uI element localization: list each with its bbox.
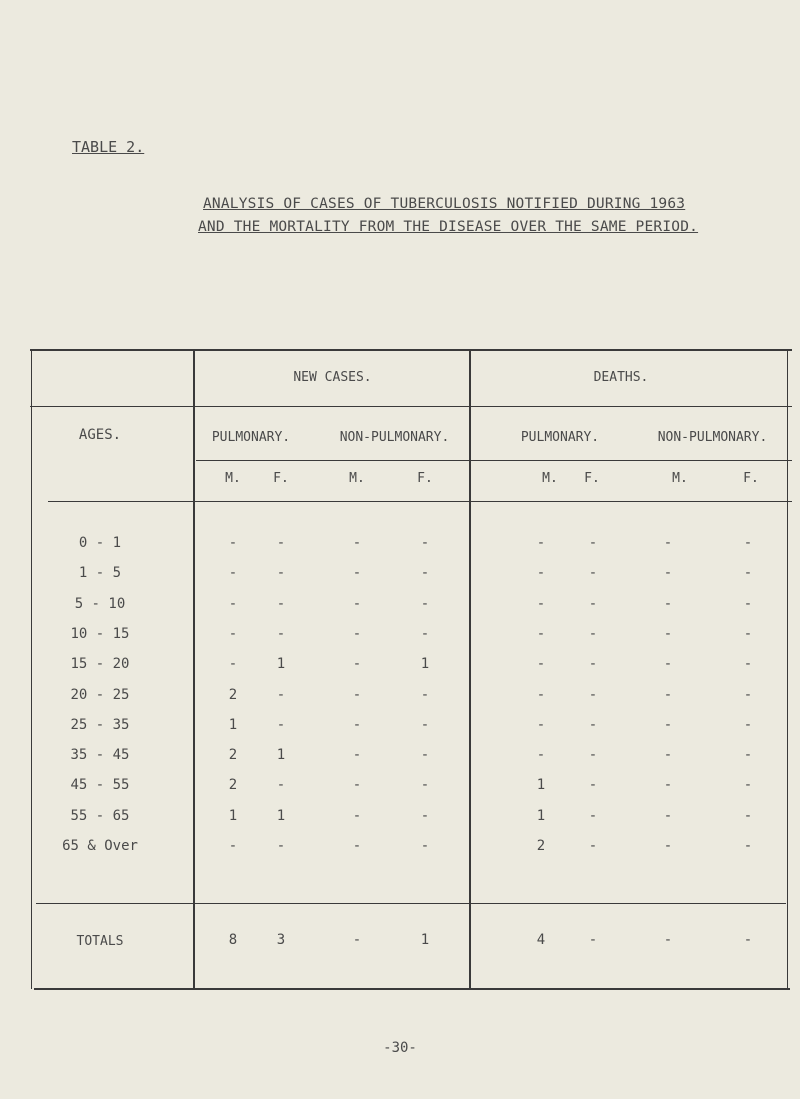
table-cell: - — [420, 535, 430, 551]
rule-right — [787, 349, 788, 989]
table-cell: - — [352, 687, 362, 703]
table-cell: - — [743, 596, 753, 612]
table-cell: - — [743, 565, 753, 581]
table-cell: - — [276, 626, 286, 642]
table-cell: - — [536, 596, 546, 612]
table-cell: 1 — [276, 808, 286, 824]
table-cell: - — [420, 626, 430, 642]
table-cell: - — [743, 535, 753, 551]
table-cell: - — [743, 717, 753, 733]
header-m: M. — [225, 471, 241, 486]
table-cell: 1 — [420, 656, 430, 672]
table-cell: - — [536, 565, 546, 581]
age-group-label: 45 - 55 — [70, 777, 130, 793]
table-cell: - — [228, 838, 238, 854]
age-group-label: 15 - 20 — [70, 656, 130, 672]
rule-totals — [36, 903, 786, 904]
header-f: F. — [743, 471, 759, 486]
rule-header-1 — [30, 406, 792, 407]
title-line-1: ANALYSIS OF CASES OF TUBERCULOSIS NOTIFIED DURING 1963 — [203, 196, 686, 212]
header-new-non-pulmonary: NON-PULMONARY. — [339, 430, 450, 445]
totals-cell: 1 — [420, 932, 430, 948]
table-cell: - — [588, 596, 598, 612]
table-cell: - — [663, 687, 673, 703]
rule-bottom — [34, 988, 790, 990]
rule-header-2 — [196, 460, 792, 461]
totals-cell: - — [352, 932, 362, 948]
table-label: TABLE 2. — [72, 138, 145, 156]
table-cell: - — [663, 808, 673, 824]
table-cell: - — [663, 626, 673, 642]
table-cell: 2 — [536, 838, 546, 854]
table-cell: - — [420, 596, 430, 612]
table-cell: - — [228, 626, 238, 642]
table-cell: - — [420, 747, 430, 763]
table-cell: - — [588, 565, 598, 581]
age-group-label: 35 - 45 — [70, 747, 130, 763]
table-cell: - — [663, 535, 673, 551]
age-group-label: 10 - 15 — [70, 626, 130, 642]
table-cell: - — [536, 535, 546, 551]
rule-ages — [193, 349, 195, 989]
table-cell: - — [588, 535, 598, 551]
table-cell: - — [663, 838, 673, 854]
table-cell: - — [743, 687, 753, 703]
table-cell: - — [276, 596, 286, 612]
table-cell: 2 — [228, 747, 238, 763]
title-line-2: AND THE MORTALITY FROM THE DISEASE OVER THE SAME PERIOD. — [198, 219, 699, 235]
table-cell: - — [228, 535, 238, 551]
table-cell: - — [588, 626, 598, 642]
table-cell: - — [588, 747, 598, 763]
age-group-label: 65 & Over — [62, 838, 138, 854]
header-m: M. — [542, 471, 558, 486]
table-cell: 1 — [228, 808, 238, 824]
table-cell: - — [228, 656, 238, 672]
age-group-label: 55 - 65 — [70, 808, 130, 824]
header-f: F. — [417, 471, 433, 486]
table-cell: - — [420, 838, 430, 854]
table-cell: - — [743, 656, 753, 672]
table-cell: - — [276, 687, 286, 703]
table-cell: - — [352, 596, 362, 612]
age-group-label: 20 - 25 — [70, 687, 130, 703]
table-cell: - — [276, 565, 286, 581]
table-cell: - — [588, 838, 598, 854]
table-cell: - — [420, 808, 430, 824]
header-f: F. — [273, 471, 289, 486]
table-cell: 1 — [228, 717, 238, 733]
rule-top — [30, 349, 792, 351]
table-cell: - — [588, 687, 598, 703]
table-cell: 1 — [276, 656, 286, 672]
header-m: M. — [672, 471, 688, 486]
table-cell: - — [536, 717, 546, 733]
table-cell: - — [276, 535, 286, 551]
totals-cell: - — [743, 932, 753, 948]
table-cell: - — [276, 777, 286, 793]
table-cell: - — [536, 687, 546, 703]
table-cell: - — [352, 565, 362, 581]
table-cell: - — [663, 565, 673, 581]
table-cell: 2 — [228, 777, 238, 793]
table-cell: 1 — [536, 777, 546, 793]
table-cell: - — [663, 656, 673, 672]
table-cell: - — [588, 808, 598, 824]
table-cell: - — [276, 838, 286, 854]
table-cell: - — [743, 838, 753, 854]
header-deaths-pulmonary: PULMONARY. — [520, 430, 600, 445]
page-number: -30- — [383, 1040, 417, 1056]
table-cell: - — [663, 747, 673, 763]
rule-header-3 — [48, 501, 792, 502]
age-group-label: 25 - 35 — [70, 717, 130, 733]
table-cell: - — [536, 747, 546, 763]
table-cell: 1 — [536, 808, 546, 824]
header-m: M. — [349, 471, 365, 486]
totals-cell: - — [588, 932, 598, 948]
totals-cell: - — [663, 932, 673, 948]
table-cell: - — [588, 717, 598, 733]
age-group-label: 1 - 5 — [78, 565, 122, 581]
totals-cell: 4 — [536, 932, 546, 948]
table-cell: - — [352, 656, 362, 672]
table-cell: - — [663, 717, 673, 733]
table-cell: - — [743, 777, 753, 793]
table-cell: - — [420, 717, 430, 733]
header-deaths: DEATHS. — [593, 370, 649, 385]
table-cell: - — [588, 656, 598, 672]
table-cell: - — [420, 565, 430, 581]
totals-label: TOTALS — [76, 934, 124, 949]
table-cell: - — [743, 747, 753, 763]
table-cell: - — [352, 808, 362, 824]
table-cell: 1 — [276, 747, 286, 763]
table-cell: - — [663, 596, 673, 612]
table-cell: - — [420, 687, 430, 703]
header-new-pulmonary: PULMONARY. — [211, 430, 291, 445]
table-cell: - — [352, 717, 362, 733]
header-ages: AGES. — [78, 427, 122, 443]
table-cell: - — [352, 747, 362, 763]
table-cell: - — [276, 717, 286, 733]
table-cell: - — [228, 565, 238, 581]
table-cell: - — [743, 626, 753, 642]
table-cell: - — [352, 535, 362, 551]
table-cell: - — [663, 777, 673, 793]
header-f: F. — [584, 471, 600, 486]
table-cell: - — [536, 626, 546, 642]
table-cell: - — [228, 596, 238, 612]
table-cell: - — [352, 626, 362, 642]
age-group-label: 5 - 10 — [74, 596, 126, 612]
table-cell: - — [352, 777, 362, 793]
age-group-label: 0 - 1 — [78, 535, 122, 551]
totals-cell: 8 — [228, 932, 238, 948]
totals-cell: 3 — [276, 932, 286, 948]
table-cell: - — [352, 838, 362, 854]
rule-mid — [469, 349, 471, 989]
table-cell: - — [588, 777, 598, 793]
table-cell: - — [743, 808, 753, 824]
table-cell: - — [420, 777, 430, 793]
header-new-cases: NEW CASES. — [293, 370, 372, 385]
header-deaths-non-pulmonary: NON-PULMONARY. — [657, 430, 768, 445]
table-cell: 2 — [228, 687, 238, 703]
table-cell: - — [536, 656, 546, 672]
